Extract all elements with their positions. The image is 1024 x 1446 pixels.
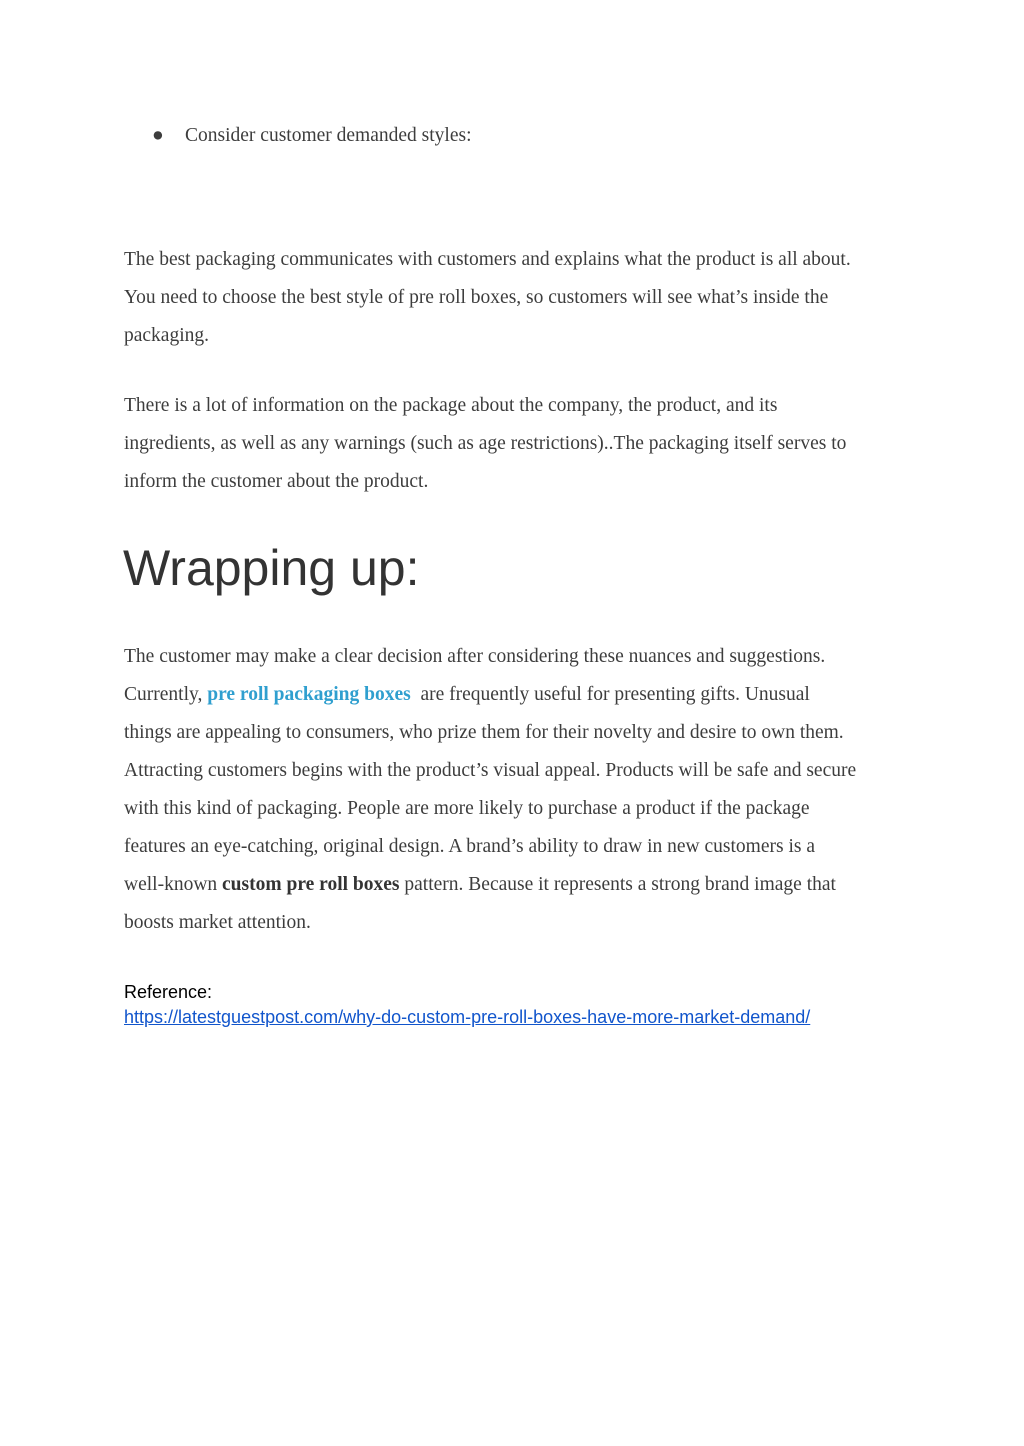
section-heading: Wrapping up: xyxy=(123,540,420,596)
bullet-dot-icon: ● xyxy=(152,125,164,146)
paragraph-line: You need to choose the best style of pre roll boxes, so customers will see what’s inside the xyxy=(124,287,829,308)
paragraph-line: with this kind of packaging. People are more likely to purchase a product if the package xyxy=(124,798,810,819)
pre-roll-packaging-boxes-link[interactable]: pre roll packaging boxes xyxy=(207,684,411,705)
text-segment: Currently, xyxy=(124,684,208,705)
paragraph-line: things are appealing to consumers, who prize them for their novelty and desire to own them. xyxy=(124,722,844,743)
paragraph-line: ingredients, as well as any warnings (such as age restrictions)..The packaging itself serves to xyxy=(124,433,847,454)
text-segment: are frequently useful for presenting gifts. Unusual xyxy=(410,684,810,705)
paragraph-wrapping-up xyxy=(124,638,914,942)
reference-block xyxy=(124,980,810,1030)
custom-pre-roll-boxes-bold: custom pre roll boxes xyxy=(222,874,400,895)
paragraph-line: boosts market attention. xyxy=(124,912,311,933)
paragraph-line: packaging. xyxy=(124,325,210,346)
paragraph-line: inform the customer about the product. xyxy=(124,471,429,492)
text-segment: pattern. Because it represents a strong brand image that xyxy=(399,874,836,895)
reference-url-link[interactable]: https://latestguestpost.com/why-do-custom-pre-roll-boxes-have-more-market-demand/ xyxy=(124,1007,811,1027)
text-segment: well-known xyxy=(124,874,223,895)
paragraph-line: There is a lot of information on the package about the company, the product, and its xyxy=(124,395,778,416)
paragraph-line: features an eye-catching, original design. A brand’s ability to draw in new customers is a xyxy=(124,836,815,857)
paragraph-line xyxy=(124,676,914,714)
paragraph-line: The customer may make a clear decision after considering these nuances and suggestions. xyxy=(124,646,826,667)
paragraph-package-information xyxy=(124,387,914,501)
bullet-item xyxy=(152,117,471,155)
paragraph-line: Attracting customers begins with the product’s visual appeal. Products will be safe and secure xyxy=(124,760,857,781)
paragraph-packaging-communicates xyxy=(124,241,914,355)
paragraph-line: The best packaging communicates with customers and explains what the product is all about. xyxy=(124,249,851,270)
bullet-text: Consider customer demanded styles: xyxy=(185,125,472,146)
reference-label: Reference: xyxy=(124,982,213,1002)
paragraph-line xyxy=(124,866,914,904)
